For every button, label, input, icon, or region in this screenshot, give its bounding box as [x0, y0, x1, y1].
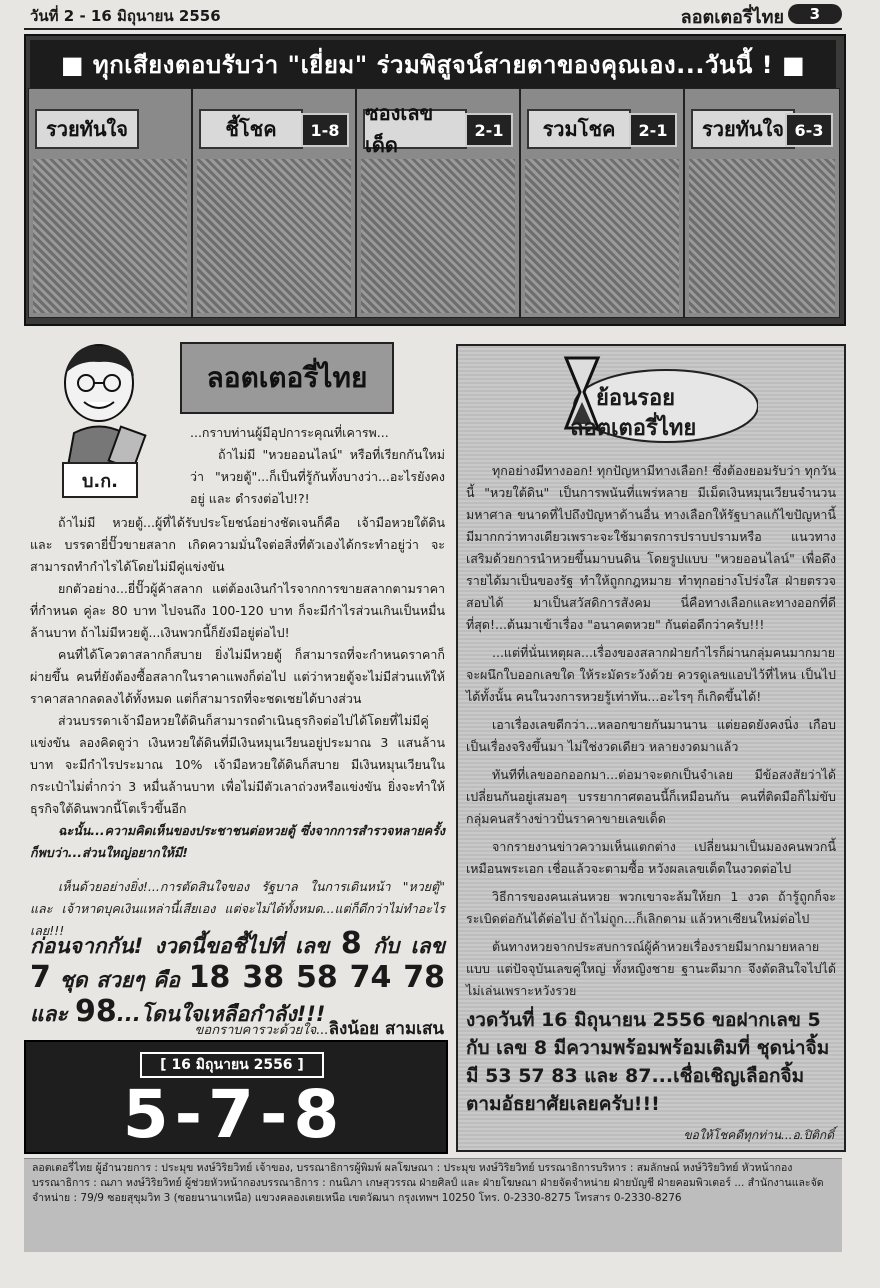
editor-badge: บ.ก. — [62, 462, 138, 498]
review-logo-line1: ย้อนรอย — [596, 386, 676, 411]
editor-signature — [195, 1015, 444, 1042]
pick-number: 8 — [340, 926, 362, 961]
paragraph-text: ...แต่ที่นั่นเหตุผล...เรื่องของสลากฝ่ายกำไรก็ผ่านกลุ่มคนมากมาย จะผนึกใบออกเลขใด ให้ระมัดระวังด้วย ควรดูเลขแอบไว้ที่ไหน เป็นไปได้ทั้งนั้น คนในวงการหวยรู้เท่าทัน...อะไรๆ ก็เกิดขึ้นได้! — [466, 645, 836, 704]
paragraph-text: ต้นทางหวยจากประสบการณ์ผู้ค้าหวยเรื่องรายมีมากมายหลายแบบ แต่ปัจจุบันเลขคู่ใหญ่ ทั้งหญิงชาย ฐานะดีมาก จึงตัดสินใจไปได้ ไม่เล่นเพราะหวังรวย — [466, 939, 836, 998]
editor-paragraph-6 — [30, 820, 445, 864]
magazine-cover-5 — [684, 88, 840, 318]
paragraph-text: คนที่ได้โควตาสลากก็สบาย ยิ่งไม่มีหวยตู้ ก็สามารถที่จะกำหนดราคาก็ผ่ายขึ้น คนที่ยังต้องซื้อสลากในราคาแพงก็ต่อไป แต่ว่าหวยตู้จะไม่มีส่วนแท้ให้ราคาสลากลดลงได้ทั้งหมด แต่ก็สามารถที่จะชดเชยได้บางส่วน — [30, 647, 445, 706]
paper-name: ลอตเตอรี่ไทย — [680, 7, 784, 28]
result-numbers: 5-7-8 — [122, 1076, 346, 1153]
paragraph-text: เห็นด้วยอย่างยิ่ง!...การตัดสินใจของ รัฐบาล ในการเดินหน้า "หวยตู้" และ เจ้าหาดบุคเงินแหล่านี้เสียเอง แต่จะไม่ได้ทั้งหมด...แต่ก็ดีกว่าไม่ทำอะไรเลย!!! — [30, 879, 445, 938]
paragraph-text: เอาเรื่องเลขดีกว่า...หลอกขายกันมานาน แต่ยอดยังคงนิ่ง เกือบเป็นเรื่องจริงขึ้นมา ไม่ใช่งวดเดียว หลายงวดมาแล้ว — [466, 717, 836, 754]
review-closing: งวดวันที่ 16 มิถุนายน 2556 ขอฝากเลข 5 กับ เลข 8 มีความพร้อมพร้อมเติมที่ ชุดน่าจิ้ม มี 53 57 83 และ 87...เชื่อเชิญเลือกจิ้มตามอัธยาศัยเลยครับ!!! — [466, 1009, 830, 1115]
editor-paragraph-2 — [30, 512, 445, 578]
paragraph-text: วิธีการของคนเล่นหวย พวกเขาจะล้มให้ยก 1 งวด ถ้ารู้ถูกก็จะระเบิดต่อกันได้ต่อไป ถ้าไม่ถูก...ก็เลิกตาม แล้วหาเซียนใหม่ต่อไป — [466, 889, 836, 926]
paragraph-text: ฉะนั้น...ความคิดเห็นของประชาชนต่อหวยตู้ ซึ่งจากการสำรวจหลายครั้งก็พบว่า...ส่วนใหญ่อยากให้มี! — [30, 823, 445, 860]
editor-paragraph-4 — [30, 644, 445, 710]
magazine-image — [525, 159, 679, 313]
result-date: [ 16 มิถุนายน 2556 ] — [140, 1052, 324, 1078]
paragraph-text: ถ้าไม่มี หวยตู้...ผู้ที่ได้รับประโยชน์อย่างชัดเจนก็คือ เจ้ามือหวยใต้ดิน และ บรรดายี่ปั๊วขายสลาก เกิดความมั่นใจต่อสิ่งที่ตัวเองได้กระทำอยู่ว่า จะสามารถทำกำไรได้โดยไม่มีคู่แข่งขัน — [30, 515, 445, 574]
issue-date: วันที่ 2 - 16 มิถุนายน 2556 — [30, 7, 221, 25]
header-rule — [24, 28, 842, 30]
paragraph-text: ทันทีที่เลขออกออกมา...ต่อมาจะตกเป็นจำเลย มีข้อสงสัยว่าได้เปลี่ยนกันอยู่เสมอๆ บรรยากาศตอนนี้ก็เหมือนกัน คนที่ติดมือก็ไม่ขับกลุ่มคนสร้างข่าวปั่นราคาขายเลขเด็ด — [466, 767, 836, 826]
picks-text: กับ เลข — [373, 934, 446, 958]
magazine-title: รวยทันใจ — [35, 109, 139, 149]
magazine-issue: 2-1 — [465, 113, 513, 147]
magazine-image — [33, 159, 187, 313]
banner-headline: ■ ทุกเสียงตอบรับว่า "เยี่ยม" ร่วมพิสูจน์สายตาของคุณเอง...วันนี้ ! ■ — [30, 40, 836, 88]
magazine-title: รวยทันใจ — [691, 109, 795, 149]
paragraph-text: ส่วนบรรดาเจ้ามือหวยใต้ดินก็สามารถดำเนินธุรกิจต่อไปได้โดยที่ไม่มีคู่แข่งขัน ลองคิดดูว่า เงินหวยใต้ดินที่มีเงินหมุนเวียนอยู่ประมาณ 3 แสนล้านบาท จะมีกำไรประมาณ 10% เจ้ามือหวยใต้ดินก็สบาย มีเงินหมุนเวียนในกระเป๋าไม่ต่ำกว่า 3 หมื่นล้านบาท เพื่อไม่มีตัวเลาถ่วงหรือแข่งขัน ยิ่งจะทำให้ธุรกิจใต้ดินพวกนี้โตเร็วขึ้นอีก — [30, 713, 445, 816]
picks-text: ...โดนใจเหลือกำลัง!!! — [116, 1002, 326, 1026]
magazine-image — [689, 159, 835, 313]
editor-paragraph-3 — [30, 578, 445, 644]
magazine-cover-1 — [28, 88, 192, 318]
paragraph-text: ทุกอย่างมีทางออก! ทุกปัญหามีทางเลือก! ซึ่งต้องยอมรับว่า ทุกวันนี้ "หวยใต้ดิน" เป็นการพนันที่แพร่หลาย มีเม็ดเงินหมุนเวียนจำนวนมหาศาล ขนาดที่ไปถึงปัญหาด้านอื่น ทางเลือกให้รัฐบาลแก้ไขปัญหานี้มีมากกว่าทางเดียวเพราะจะใช้มาตรการปราบปรามหรือ แนวทางเสริมด้วยการนำหวยขึ้นมาบนดิน โดยรูปแบบ "หวยออนไลน์" เพื่อดึงรายได้มาเป็นของรัฐ ทำให้ถูกกฎหมาย ทำทุกอย่างโปร่งใส ฝ่ายตรวจสอบได้ มาเป็นสวัสดิการสังคม นี่คือทางเลือกและทางออกที่ดีที่สุด!...ต้นมาเข้าเรื่อง "อนาคตหวย" กันต่อดีกว่าครับ!!! — [466, 463, 836, 632]
pick-sets: 18 38 58 74 78 — [188, 960, 445, 995]
paragraph-text: ถ้าไม่มี "หวยออนไลน์" หรือที่เรียกกันใหม่ว่า "หวยตู้"...ก็เป็นที่รู้กันทั้งบางว่า...อะไรยังคงอยู่ และ ดำรงต่อไป!?! — [190, 447, 445, 506]
magazine-issue: 1-8 — [301, 113, 349, 147]
masthead-footer: ลอตเตอรี่ไทย ผู้อำนวยการ : ประมุข หงษ์วิริยวิทย์ เจ้าของ, บรรณาธิการผู้พิมพ์ ผลโฆษณา : ประมุข หงษ์วิริยวิทย์ บรรณาธิการบริหาร : สมลักษณ์ หงษ์วิริยวิทย์ หัวหน้ากองบรรณาธิการ : ณภา หงษ์วิริยวิทย์ ผู้ช่วยหัวหน้ากองบรรณาธิการ : กนนิภา เกษสุวรรณ ฝ่ายศิลป์ และ ฝ่ายโฆษณา ฝ่ายจัดจำหน่าย ฝ่ายบัญชี ฝ่ายคอมพิวเตอร์ ... สำนักงานและจัดจำหน่าย : 79/9 ซอยสุขุมวิท 3 (ซอยนานาเหนือ) แขวงคลองเตยเหนือ เขตวัฒนา กรุงเทพฯ 10250 โทร. 0-2330-8275 โทรสาร 0-2330-8276 — [24, 1158, 842, 1252]
picks-text: และ — [30, 1002, 68, 1026]
pick-number: 7 — [30, 960, 51, 995]
magazine-issue: 2-1 — [629, 113, 677, 147]
magazine-cover-4 — [520, 88, 684, 318]
magazine-title: ซองเลขเด็ด — [363, 109, 467, 149]
editor-paragraph-1 — [190, 444, 445, 510]
magazine-image — [361, 159, 515, 313]
pick-last-set: 98 — [75, 994, 117, 1029]
review-logo-line2: ลอตเตอรี่ไทย — [570, 416, 697, 441]
column-title: ลอตเตอรี่ไทย — [180, 342, 394, 414]
review-signature: ขอให้โชคดีทุกท่าน...อ.ปิติกดิ์ — [683, 1128, 834, 1142]
magazine-cover-3 — [356, 88, 520, 318]
magazine-cover-2 — [192, 88, 356, 318]
review-paragraphs — [466, 460, 836, 1008]
magazine-title: ชี้โชค — [199, 109, 303, 149]
sign-name: ลิงน้อย สามเสน — [328, 1019, 444, 1039]
picks-text: ชุด สวยๆ คือ — [59, 968, 180, 992]
magazine-title: รวมโชค — [527, 109, 631, 149]
editor-paragraph-5 — [30, 710, 445, 820]
magazine-image — [197, 159, 351, 313]
picks-text: ก่อนจากกัน! งวดนี้ขอชี้ไปที่ เลข — [30, 934, 330, 958]
paragraph-text: จากรายงานข่าวความเห็นแตกต่าง เปลี่ยนมาเป็นมองคนพวกนี้เหมือนพระเอก เชื่อแล้วจะตามซื้อ หวังผลเลขเด็ดในงวดต่อไป — [466, 839, 836, 876]
paragraph-text: ยกตัวอย่าง...ยี่ปั๊วผู้ค้าสลาก แต่ต้องเงินกำไรจากการขายสลากตามราคาที่กำหนด คู่ละ 80 บาท ไปจนถึง 100-120 บาท ก็จะมีกำไรส่วนเกินเป็นหมื่นล้านบาท ถ้าไม่มีหวยตู้...เงินพวกนี้ก็ยังมีอยู่ต่อไป! — [30, 581, 445, 640]
magazine-issue: 6-3 — [785, 113, 833, 147]
page-number: 3 — [788, 4, 842, 24]
editor-greeting: ...กราบท่านผู้มีอุปการะคุณที่เคารพ... — [190, 425, 389, 440]
sign-prefix: ขอกราบคารวะด้วยใจ... — [194, 1023, 329, 1038]
